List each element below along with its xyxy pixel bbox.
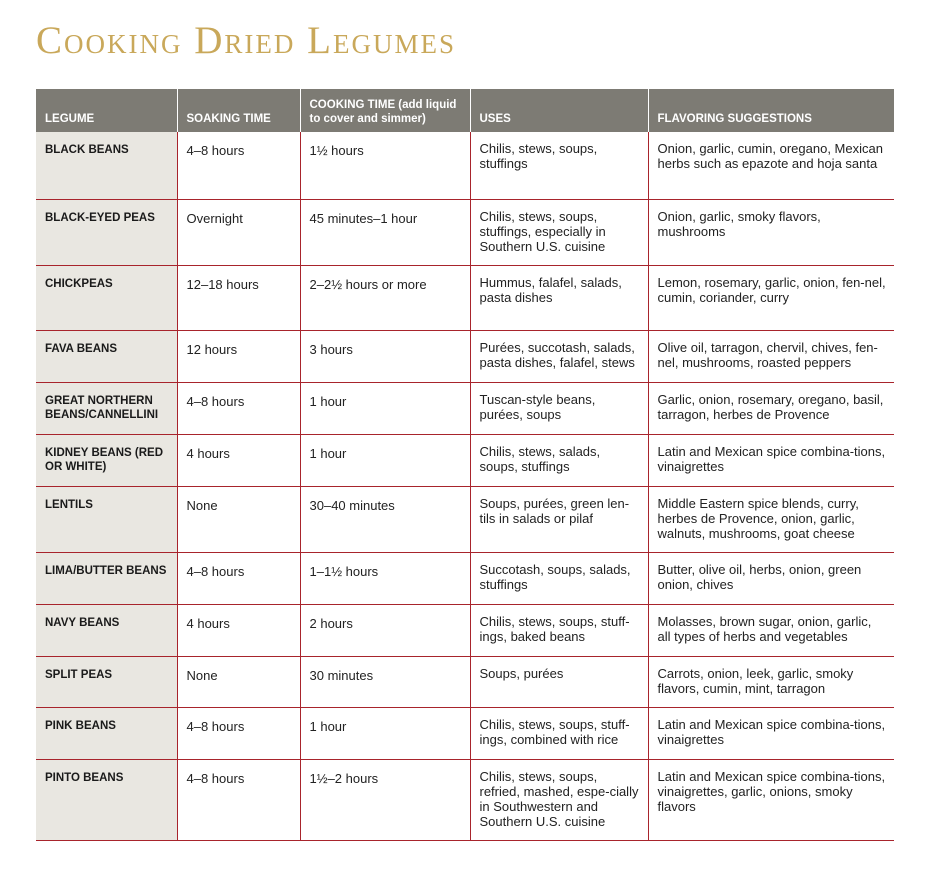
cooking-time-cell: 1 hour [300,382,470,434]
header-soaking-time: SOAKING TIME [177,89,300,132]
header-uses: USES [470,89,648,132]
soaking-time-cell: None [177,486,300,552]
soaking-time-cell: 4 hours [177,604,300,656]
uses-cell: Purées, succotash, salads, pasta dishes, falafel, stews [470,330,648,382]
uses-cell: Hummus, falafel, salads, pasta dishes [470,265,648,330]
page-title: Cooking Dried Legumes [36,19,456,62]
flavoring-cell: Onion, garlic, cumin, oregano, Mexican herbs such as epazote and hoja santa [648,132,894,199]
table-row [36,604,894,656]
header-flavoring-suggestions: FLAVORING SUGGESTIONS [648,89,894,132]
cooking-time-cell: 2 hours [300,604,470,656]
legume-cell: GREAT NORTHERN BEANS/CANNELLINI [36,382,177,434]
soaking-time-cell: 4–8 hours [177,759,300,840]
table-header [36,89,894,132]
legume-cell: KIDNEY BEANS (RED OR WHITE) [36,434,177,486]
soaking-time-cell: None [177,656,300,707]
cooking-time-cell: 1 hour [300,707,470,759]
cooking-time-cell: 3 hours [300,330,470,382]
legume-cell: BLACK BEANS [36,132,177,199]
legume-cell: NAVY BEANS [36,604,177,656]
table-row [36,132,894,199]
soaking-time-cell: 4–8 hours [177,707,300,759]
flavoring-cell: Garlic, onion, rosemary, oregano, basil, tarragon, herbes de Provence [648,382,894,434]
cooking-time-cell: 1 hour [300,434,470,486]
flavoring-cell: Middle Eastern spice blends, curry, herbes de Provence, onion, garlic, walnuts, mushrooms, goat cheese [648,486,894,552]
header-row [36,89,894,132]
table-row [36,382,894,434]
legume-cell: PINK BEANS [36,707,177,759]
flavoring-cell: Carrots, onion, leek, garlic, smoky flavors, cumin, mint, tarragon [648,656,894,707]
cooking-time-cell: 1–1½ hours [300,552,470,604]
table-body [36,132,894,840]
table-row [36,330,894,382]
legume-cell: LENTILS [36,486,177,552]
soaking-time-cell: 4–8 hours [177,552,300,604]
soaking-time-cell: 4–8 hours [177,132,300,199]
uses-cell: Chilis, stews, soups, stuff-ings, combined with rice [470,707,648,759]
legume-cell: PINTO BEANS [36,759,177,840]
cooking-time-cell: 2–2½ hours or more [300,265,470,330]
table-row [36,434,894,486]
soaking-time-cell: 4 hours [177,434,300,486]
table-row [36,486,894,552]
table-row [36,265,894,330]
header-legume: LEGUME [36,89,177,132]
flavoring-cell: Latin and Mexican spice combina-tions, vinaigrettes, garlic, onions, smoky flavors [648,759,894,840]
table-row [36,759,894,840]
uses-cell: Chilis, stews, soups, stuffings [470,132,648,199]
cooking-time-cell: 1½–2 hours [300,759,470,840]
uses-cell: Succotash, soups, salads, stuffings [470,552,648,604]
soaking-time-cell: 12 hours [177,330,300,382]
soaking-time-cell: Overnight [177,199,300,265]
soaking-time-cell: 12–18 hours [177,265,300,330]
legume-cell: FAVA BEANS [36,330,177,382]
cooking-time-cell: 30–40 minutes [300,486,470,552]
flavoring-cell: Molasses, brown sugar, onion, garlic, all types of herbs and vegetables [648,604,894,656]
table-row [36,656,894,707]
uses-cell: Chilis, stews, soups, stuffings, especially in Southern U.S. cuisine [470,199,648,265]
legume-cell: CHICKPEAS [36,265,177,330]
flavoring-cell: Latin and Mexican spice combina-tions, vinaigrettes [648,707,894,759]
uses-cell: Tuscan-style beans, purées, soups [470,382,648,434]
uses-cell: Soups, purées [470,656,648,707]
flavoring-cell: Olive oil, tarragon, chervil, chives, fen-nel, mushrooms, roasted peppers [648,330,894,382]
table-row [36,552,894,604]
uses-cell: Chilis, stews, salads, soups, stuffings [470,434,648,486]
flavoring-cell: Latin and Mexican spice combina-tions, vinaigrettes [648,434,894,486]
uses-cell: Soups, purées, green len-tils in salads or pilaf [470,486,648,552]
legume-cell: SPLIT PEAS [36,656,177,707]
legumes-table [36,89,894,841]
uses-cell: Chilis, stews, soups, refried, mashed, espe-cially in Southwestern and Southern U.S. cuisine [470,759,648,840]
uses-cell: Chilis, stews, soups, stuff-ings, baked beans [470,604,648,656]
legume-cell: BLACK-EYED PEAS [36,199,177,265]
flavoring-cell: Lemon, rosemary, garlic, onion, fen-nel, cumin, coriander, curry [648,265,894,330]
cooking-time-cell: 1½ hours [300,132,470,199]
header-cooking-time: COOKING TIME (add liquid to cover and simmer) [300,89,470,132]
flavoring-cell: Butter, olive oil, herbs, onion, green onion, chives [648,552,894,604]
table-row [36,199,894,265]
cooking-time-cell: 30 minutes [300,656,470,707]
table-row [36,707,894,759]
flavoring-cell: Onion, garlic, smoky flavors, mushrooms [648,199,894,265]
soaking-time-cell: 4–8 hours [177,382,300,434]
legume-cell: LIMA/BUTTER BEANS [36,552,177,604]
cooking-time-cell: 45 minutes–1 hour [300,199,470,265]
